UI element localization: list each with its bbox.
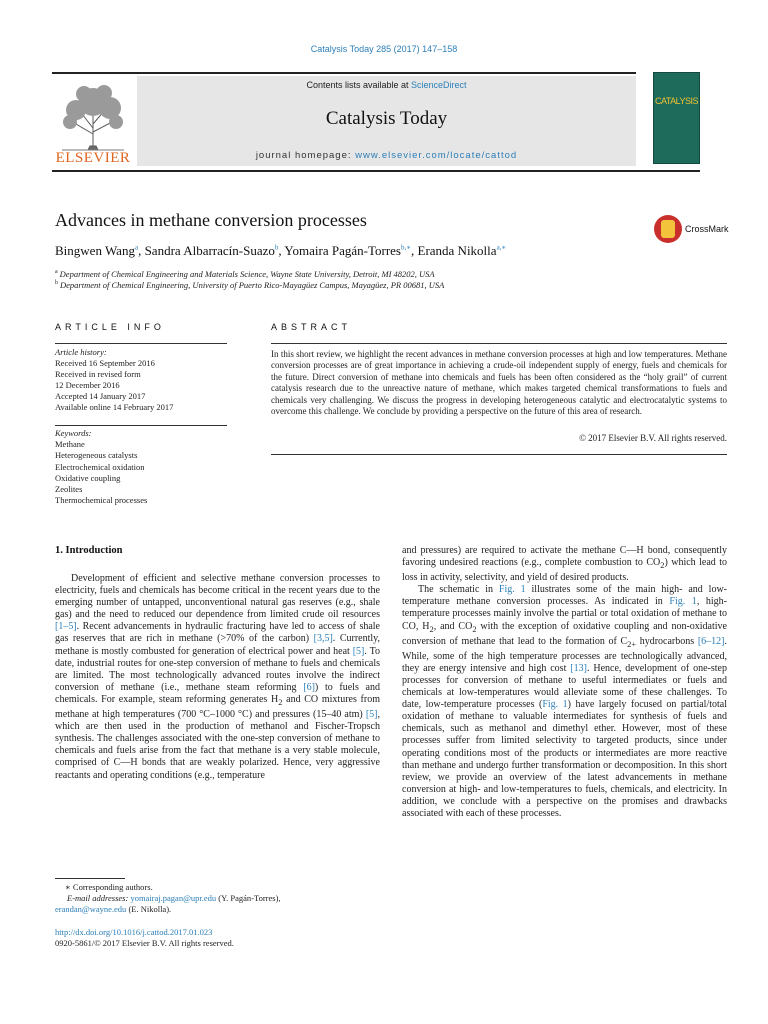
text-run: . Recent advancements in hydraulic fracturing have led to access of shale gas reserves that are rich in methane (>70% of the carbon): [55, 621, 380, 645]
article-title: Advances in methane conversion processes: [55, 210, 367, 230]
figure-link[interactable]: Fig. 1: [669, 596, 697, 608]
homepage-prefix: journal homepage:: [255, 150, 356, 161]
affiliation-key: a: [55, 269, 58, 276]
email-label: E-mail addresses:: [67, 893, 131, 903]
crossmark-bookmark-icon: [661, 220, 675, 238]
keyword-item: Methane: [55, 439, 85, 450]
figure-link[interactable]: Fig. 1: [542, 699, 568, 711]
abstract-text: In this short review, we highlight the recent advances in methane conversion processes at high and low temperatures. Methane conversion processes are of great importance in achieving a crude-oil independent supply of energy, fuels and chemicals for the future. Direct conversion of methane into chemicals and fuels has been often considered as the “holy grail” of current catalysis research due to the unreactive nature of methane, which makes targeted chemical transformations to fuels and chemicals very challenging. We discuss the progress in developing heterogeneous catalytic and electrocatalytic systems to overcome this challenge. We conclude by providing a perspective on the future of this area of research.: [271, 349, 727, 417]
author-name: Sandra Albarracín-Suazo: [144, 243, 275, 258]
journal-reference-link[interactable]: Catalysis Today 285 (2017) 147–158: [310, 44, 458, 54]
publisher-wordmark: ELSEVIER: [55, 150, 131, 166]
homepage-link[interactable]: www.elsevier.com/locate/cattod: [355, 150, 518, 161]
crossmark-label[interactable]: CrossMark: [685, 224, 729, 234]
text-run: . Currently, methane is mostly combusted for generation of electrical power and heat: [55, 633, 380, 657]
text-run: , and CO: [433, 620, 473, 632]
section-heading-introduction: 1. Introduction: [55, 545, 123, 556]
text-run: and pressures) are required to activate the methane C—H bond, consequently favoring undesired reactions (e.g., complete combustion to CO: [402, 545, 727, 569]
journal-cover-title: CATALYSIS: [655, 96, 699, 106]
citation-link[interactable]: [13]: [570, 662, 587, 674]
email-owner: (Y. Pagán-Torres),: [216, 893, 281, 903]
history-item: Accepted 14 January 2017: [55, 391, 146, 401]
citation-link[interactable]: [1–5]: [55, 621, 77, 633]
text-run: The schematic in: [418, 584, 499, 596]
text-run: . Hence, development of one-step processes for conversion of methane to useful intermediates or fuels and chemicals at low-temperatures would alleviate some of these challenges. To date, low-temperature processes (: [402, 662, 727, 711]
citation-link[interactable]: [5]: [352, 645, 365, 657]
article-history: [55, 347, 173, 413]
author-affiliation-mark[interactable]: b: [274, 243, 279, 252]
email-link[interactable]: yomairaj.pagan@upr.edu: [130, 893, 217, 903]
keywords-label: Keywords:: [55, 428, 92, 438]
text-run: and CO mixtures from methane at high temperatures (700 °C–1000 °C) and pressures (15–40 atm): [55, 693, 380, 721]
keyword-item: Thermochemical processes: [55, 495, 148, 506]
author-affiliation-mark[interactable]: a,∗: [496, 243, 507, 252]
history-item: 12 December 2016: [55, 380, 120, 390]
footnote-rule: [55, 878, 125, 879]
text-run: , which are then used in the production of methanol and Fischer-Tropsch synthesis. The challenges associated with the one-step conversion of methane to chemicals and fuels arise from the fact that methane is a very stable molecule, comprised of C—H bonds that are weakly polarized. Hence, very aggressive reactants and operating conditions (e.g., temperature: [55, 709, 380, 781]
header-bottom-rule: [52, 170, 700, 172]
text-run: Development of efficient and selective methane conversion processes to electricity, fuels and chemicals has become critical in the recent years due to the emerging number of untapped, unconventional natural gas reserves (e.g., shale gas) and the need to reduced our dependence from limited crude oil resources: [55, 573, 380, 621]
author-affiliation-mark[interactable]: a: [134, 243, 139, 252]
journal-cover-thumbnail: [653, 72, 700, 164]
author-name: Yomaira Pagán-Torres: [284, 243, 401, 258]
subscript: 2+: [627, 639, 637, 649]
affiliation-text: Department of Chemical Engineering and Materials Science, Wayne State University, Detroit, MI 48202, USA: [59, 269, 435, 279]
history-item: Available online 14 February 2017: [55, 402, 174, 412]
body-column-right: [402, 545, 727, 820]
text-run: , high-temperature processes mainly involve the partial or total oxidation of methane to CO, H: [402, 596, 728, 632]
article-info-rule: [55, 343, 227, 344]
keyword-item: Electrochemical oxidation: [55, 461, 145, 472]
text-run: ) have largely focused on partial/total oxidation of methane to valuable intermediates for synthesis of fuels and chemicals, such as methanol and dimethyl ether. However, most of these processes suffer from limited selectivity to targeted products, since under operating conditions most of the products or intermediates are more reactive than methane and undergo further transformation or decomposition. In this short review, we provide an overview of the latest advancements in methane conversion at high- and low-temperatures to fuels, chemicals, and electricity. In addition, we conclude with a perspective on the promises and drawbacks associated with each of these processes.: [402, 699, 728, 819]
text-run: . While, some of the high temperature processes are technologically advanced, they are energy intensive and high cost: [402, 635, 727, 674]
corresponding-authors-note: ∗ Corresponding authors.: [65, 882, 153, 892]
doi-link[interactable]: http://dx.doi.org/10.1016/j.cattod.2017.01.023: [55, 927, 213, 937]
journal-title: Catalysis Today: [325, 108, 448, 129]
history-item: Received in revised form: [55, 369, 141, 379]
subscript: 2: [660, 561, 665, 571]
body-paragraph: [55, 573, 380, 782]
body-paragraph: [402, 584, 727, 820]
body-paragraph: [402, 545, 727, 584]
text-run: . To date, industrial routes for one-step conversion of methane to fuels and chemicals are limited. The most technologically advanced routes involve the indirect conversion of methane (i.e., methane steam reforming: [55, 645, 380, 693]
affiliation-a: [55, 269, 435, 279]
author-list: Bingwen Wang$^a$, Sandra Albarracín-Suazo$^b$, Yomaira Pagán-Torres$^{b,∗}$, Eranda Nikolla$^{a,∗}$: [55, 243, 507, 258]
abstract-heading: ABSTRACT: [271, 322, 352, 332]
keyword-item: Heterogeneous catalysts: [55, 450, 138, 461]
figure-link[interactable]: Fig. 1: [498, 584, 526, 596]
author-name: Eranda Nikolla: [417, 243, 497, 258]
keywords-rule: [55, 425, 227, 426]
article-info-heading: ARTICLE INFO: [55, 322, 165, 332]
abstract-bottom-rule: [271, 454, 727, 455]
subscript: 2: [472, 624, 477, 634]
text-run: hydrocarbons: [636, 635, 698, 647]
citation-link[interactable]: [6–12]: [697, 635, 725, 647]
text-run: ) to fuels and chemicals. For example, steam reforming generates H: [55, 681, 380, 705]
header-top-rule: [52, 72, 636, 74]
keyword-item: Zeolites: [55, 484, 83, 495]
email-link[interactable]: erandan@wayne.edu: [55, 904, 127, 914]
doi-block: [55, 927, 234, 949]
citation-link[interactable]: [5]: [365, 709, 378, 721]
subscript: 2: [429, 624, 434, 634]
email-owner: (E. Nikolla).: [126, 904, 172, 914]
contents-availability: [137, 80, 636, 90]
author-name: Bingwen Wang: [55, 243, 135, 258]
affiliation-key: b: [55, 280, 58, 287]
author-affiliation-mark[interactable]: b,∗: [400, 243, 411, 252]
email-addresses: [55, 893, 281, 904]
subscript: 2: [278, 697, 283, 707]
citation-link[interactable]: [6]: [303, 681, 315, 693]
contents-prefix: Contents lists available at: [306, 80, 412, 90]
history-label: Article history:: [55, 347, 107, 357]
text-run: illustrates some of the main high- and low-temperature methane conversion processes. As indicated in: [402, 584, 727, 608]
text-run: ) which lead to loss in activity, selectivity, and yield of desired products.: [402, 557, 727, 584]
body-column-left: [55, 573, 380, 782]
abstract-top-rule: [271, 343, 727, 344]
affiliation-b: [55, 280, 444, 290]
keyword-item: Oxidative coupling: [55, 472, 121, 483]
sciencedirect-link[interactable]: ScienceDirect: [411, 80, 467, 90]
footnotes: [55, 882, 281, 915]
issn-copyright: 0920-5861/© 2017 Elsevier B.V. All rights reserved.: [55, 938, 234, 948]
text-run: with the exception of oxidative coupling and non-oxidative conversion of methane that lead to the formation of C: [402, 620, 727, 647]
journal-homepage: [137, 150, 636, 161]
affiliation-text: Department of Chemical Engineering, University of Puerto Rico-Mayagüez Campus, Mayagüez, PR 00681, USA: [60, 280, 445, 290]
history-item: Received 16 September 2016: [55, 358, 155, 368]
abstract-copyright: © 2017 Elsevier B.V. All rights reserved.: [579, 433, 727, 443]
citation-link[interactable]: [3,5]: [313, 633, 333, 645]
keywords: [55, 428, 147, 506]
